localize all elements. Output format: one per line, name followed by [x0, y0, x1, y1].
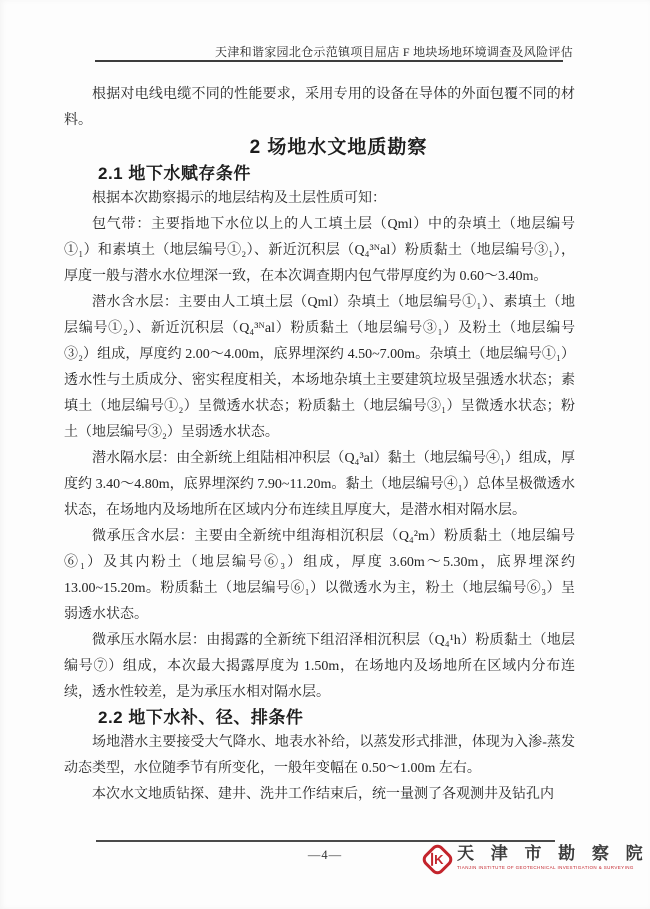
page-number: —4—: [307, 848, 343, 862]
paragraph-intro: 根据对电线电缆不同的性能要求，采用专用的设备在导体的外面包覆不同的材料。: [64, 87, 575, 128]
paragraph-well-survey: 本次水文地质钻探、建井、洗井工作结束后，统一量测了各观测井及钻孔内: [92, 787, 554, 802]
running-header-title: 天津和谐家园北仓示范镇项目屈店 F 地块场地环境调查及风险评估: [215, 45, 573, 59]
document-body: [64, 82, 575, 808]
institute-logo: [422, 844, 649, 872]
logo-monogram: K: [431, 853, 443, 866]
footer-rule: [96, 840, 555, 842]
institute-subtitle: TIANJIN INSTITUTE OF GEOTECHNICAL INVESTIGATION & SURVEYING: [457, 865, 634, 870]
paragraph-phreatic-aquitard: 潜水隔水层：由全新统上组陆相冲积层（Q₄³al）黏土（地层编号④₁）组成，厚度约 3.40～4.80m，底界埋深约 7.90~11.20m。黏土（地层编号④₁）总体呈极微透水状态，在场地内及场地所在区域内分布连续且厚度大，是潜水相对隔水层。: [64, 451, 575, 518]
section-2-2-heading: 2.2 地下水补、径、排条件: [98, 708, 304, 727]
paragraph-phreatic-aquifer: 潜水含水层：主要由人工填土层（Qml）杂填土（地层编号①₁）、素填土（地层编号①₂）、新近沉积层（Q₄³ᴺal）粉质黏土（地层编号③₁）及粉土（地层编号③₂）组成，厚度约 2.00～4.00m，底界埋深约 4.50~7.00m。杂填土（地层编号①₁）透水性与土质成分、密实程度相关，本场地杂填土主要建筑垃圾呈强透水状态；素填土（地层编号①₂）呈微透水状态；粉质黏土（地层编号③₁）呈微透水状态；粉土（地层编号③₂）呈弱透水状态。: [64, 295, 575, 440]
institute-name: 天 津 市 勘 察 院: [457, 844, 649, 863]
section-2-1-heading: 2.1 地下水赋存条件: [98, 164, 251, 183]
paragraph-recharge-discharge: 场地潜水主要接受大气降水、地表水补给，以蒸发形式排泄，体现为入渗-蒸发动态类型，水位随季节有所变化，一般年变幅在 0.50～1.00m 左右。: [64, 735, 575, 776]
paragraph-confined-aquifer: 微承压含水层：主要由全新统中组海相沉积层（Q₄²m）粉质黏土（地层编号⑥₁）及其内粉土（地层编号⑥₃）组成，厚度 3.60m～5.30m，底界埋深约13.00~15.20m。粉质黏土（地层编号⑥₁）以微透水为主，粉土（地层编号⑥₃）呈弱透水状态。: [64, 529, 575, 622]
institute-logo-icon: [420, 842, 455, 877]
chapter-heading: 2 场地水文地质勘察: [249, 137, 428, 158]
paragraph-vadose-zone: 包气带：主要指地下水位以上的人工填土层（Qml）中的杂填土（地层编号①₁）和素填土（地层编号①₂）、新近沉积层（Q₄³ᴺal）粉质黏土（地层编号③₁），厚度一般与潜水水位埋深一致，在本次调查期内包气带厚度约为 0.60～3.40m。: [64, 217, 575, 284]
header-rule: [95, 60, 563, 62]
paragraph-confined-aquitard: 微承压水隔水层：由揭露的全新统下组沼泽相沉积层（Q₄¹h）粉质黏土（地层编号⑦）组成，本次最大揭露厚度为 1.50m，在场地内及场地所在区域内分布连续，透水性较差，是为承压水相对隔水层。: [64, 633, 575, 700]
paragraph-strata-known: 根据本次勘察揭示的地层结构及土层性质可知：: [92, 191, 386, 206]
